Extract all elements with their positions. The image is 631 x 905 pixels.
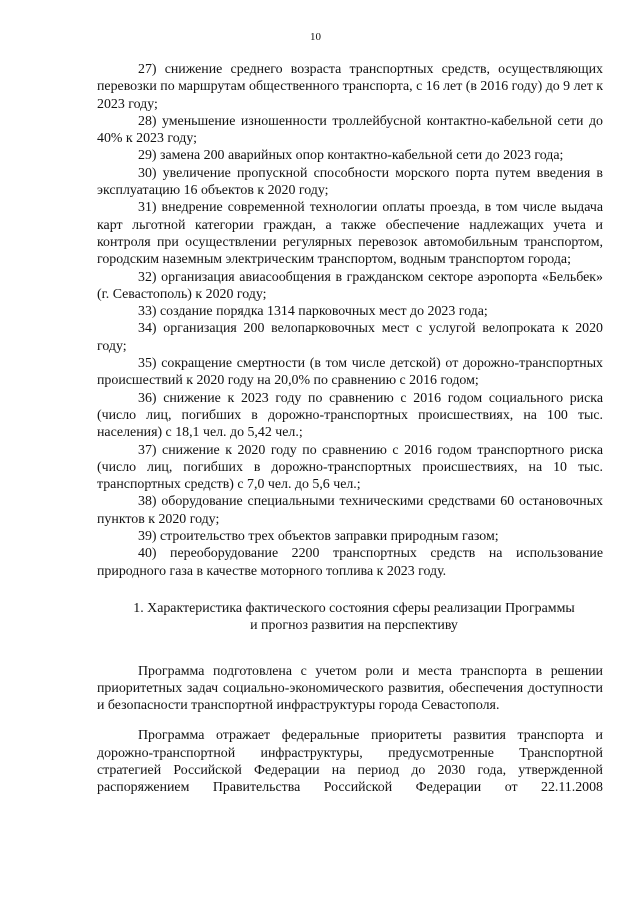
- list-item: 29) замена 200 аварийных опор контактно-кабельной сети до 2023 года;: [138, 148, 564, 164]
- list-item: 27) снижение среднего возраста транспортных средств, осуществляющих перевозки по маршрутам общественного транспорта, с 16 лет (в 2016 году) до 9 лет к 2023 году;: [97, 62, 603, 112]
- list-item: 36) снижение к 2023 году по сравнению с 2016 годом социального риска (число лиц, погибших в дорожно-транспортных происшествиях, на 100 тыс. населения) с 18,1 чел. до 5,42 чел.;: [97, 390, 603, 441]
- section-heading-line: и прогноз развития на перспективу: [250, 618, 458, 634]
- section-heading: [97, 600, 603, 635]
- list-item: 33) создание порядка 1314 парковочных мест до 2023 года;: [138, 304, 488, 320]
- list-item: 38) оборудование специальными техническими средствами 60 остановочных пунктов к 2020 году;: [97, 494, 603, 527]
- list-item: 32) организация авиасообщения в гражданском секторе аэропорта «Бельбек» (г. Севастополь) к 2020 году;: [97, 269, 603, 302]
- list-item: 30) увеличение пропускной способности морского порта путем введения в эксплуатацию 16 объектов к 2020 году;: [97, 165, 603, 199]
- section-heading-line: 1. Характеристика фактического состояния сферы реализации Программы: [133, 600, 575, 616]
- document-body: [97, 61, 603, 797]
- list-item: 35) сокращение смертности (в том числе детской) от дорожно-транспортных происшествий к 2020 году на 20,0% по сравнению с 2016 годом;: [97, 356, 603, 389]
- list-item: 34) организация 200 велопарковочных мест с услугой велопроката к 2020 году;: [97, 321, 603, 354]
- list-item: 28) уменьшение изношенности троллейбусной контактно-кабельной сети до 40% к 2023 году;: [97, 113, 603, 147]
- body-paragraph: Программа подготовлена с учетом роли и места транспорта в решении приоритетных задач социально-экономического развития, обеспечения доступности и безопасности транспортной инфраструктуры города Севастополя.: [97, 663, 603, 714]
- page-number: 10: [310, 31, 321, 43]
- list-item: 40) переоборудование 2200 транспортных средств на использование природного газа в качестве моторного топлива к 2023 году.: [97, 546, 603, 579]
- list-item: 39) строительство трех объектов заправки природным газом;: [138, 529, 499, 545]
- body-paragraph: Программа отражает федеральные приоритеты развития транспорта и дорожно-транспортной инфраструктуры, предусмотренные Транспортной стратегией Российской Федерации на период до 2030 года, утвержденной распоряжением Правительства Российской Федерации от 22.11.2008: [97, 728, 603, 796]
- list-item: 31) внедрение современной технологии оплаты проезда, в том числе выдача карт льготной категории граждан, а также обеспечение надлежащих учета и контроля при осуществлении регулярных перевозок автомобильным транспортом, городским наземным электрическим транспортом, водным транспортом города;: [97, 200, 603, 268]
- list-item: 37) снижение к 2020 году по сравнению с 2016 годом транспортного риска (число лиц, погибших в дорожно-транспортных происшествиях, на 10 тыс. транспортных средств) с 7,0 чел. до 5,6 чел.;: [97, 442, 603, 493]
